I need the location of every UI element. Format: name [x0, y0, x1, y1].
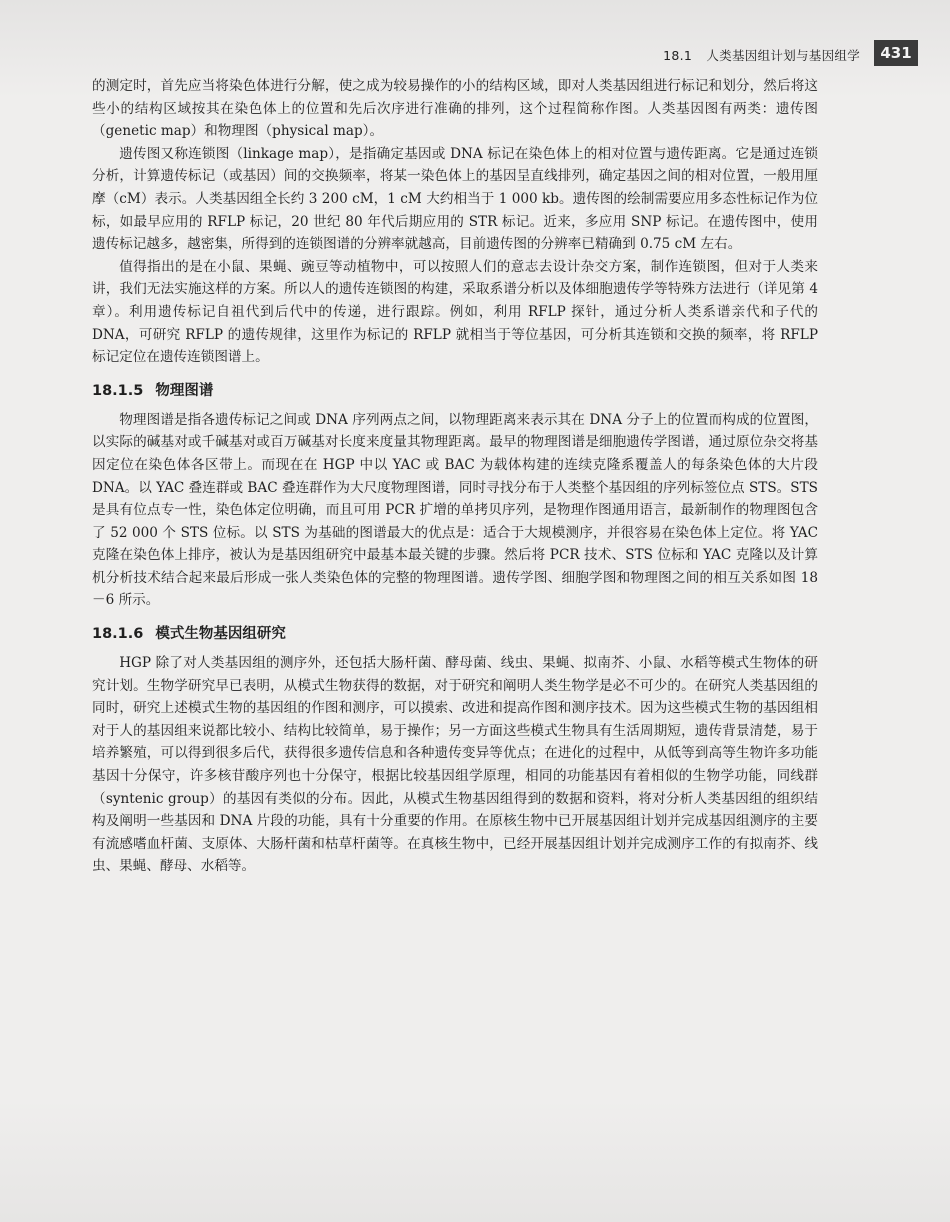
running-head-title: 人类基因组计划与基因组学 — [706, 48, 860, 63]
section-title: 物理图谱 — [155, 382, 214, 399]
page-number: 431 — [874, 40, 918, 66]
section-title: 模式生物基因组研究 — [155, 626, 286, 643]
paragraph-linkage-analysis: 值得指出的是在小鼠、果蝇、豌豆等动植物中，可以按照人们的意志去设计杂交方案，制作连锁图，但对于人类来讲，我们无法实施这样的方案。所以人的遗传连锁图的构建，采取系谱分析以及体细胞遗传学等特殊方法进行（详见第 4 章）。利用遗传标记自祖代到后代中的传递，进行跟踪。例如，利用 RFLP 探针，通过分析人类系谱亲代和子代的 DNA，可研究 RFLP 的遗传规律，这里作为标记的 RFLP 就相当于等位基因，可分析其连锁和交换的频率，将 RFLP 标记定位在遗传连锁图谱上。 — [92, 258, 818, 366]
section-heading-physical-map — [92, 379, 818, 403]
paragraph-physical-map: 物理图谱是指各遗传标记之间或 DNA 序列两点之间，以物理距离来表示其在 DNA 分子上的位置而构成的位置图，以实际的碱基对或千碱基对或百万碱基对长度来度量其物理距离。最早的物理图谱是细胞遗传学图谱，通过原位杂交将基因定位在染色体各区带上。而现在在 HGP 中以 YAC 或 BAC 为载体构建的连续克隆系覆盖人的每条染色体的大片段 DNA。以 YAC 叠连群或 BAC 叠连群作为大尺度物理图谱，同时寻找分布于人类整个基因组的序列标签位点 STS。STS 是具有位点专一性，染色体定位明确，而且可用 PCR 扩增的单拷贝序列，是物理作图通用语言，最新制作的物理图包含了 52 000 个 STS 位标。以 STS 为基础的图谱最大的优点是：适合于大规模测序，并很容易在染色体上定位。将 YAC 克隆在染色体上排序，被认为是基因组研究中最基本最关键的步骤。然后将 PCR 技术、STS 位标和 YAC 克隆以及计算机分析技术结合起来最后形成一张人类染色体的完整的物理图谱。遗传学图、细胞学图和物理图之间的相互关系如图 18－6 所示。 — [92, 411, 818, 609]
page-body — [92, 75, 818, 878]
section-number: 18.1.6 — [92, 626, 144, 643]
running-head-section: 18.1 — [663, 48, 693, 63]
section-heading-model-organisms — [92, 622, 818, 646]
paragraph-continued: 的测定时，首先应当将染色体进行分解，使之成为较易操作的小的结构区域，即对人类基因组进行标记和划分，然后将这些小的结构区域按其在染色体上的位置和先后次序进行准确的排列，这个过程简称作图。人类基因图有两类：遗传图（genetic map）和物理图（physical map）。 — [92, 78, 818, 140]
page-header — [0, 40, 950, 70]
paragraph-genetic-map: 遗传图又称连锁图（linkage map），是指确定基因或 DNA 标记在染色体上的相对位置与遗传距离。它是通过连锁分析，计算遗传标记（或基因）间的交换频率，将某一染色体上的基因呈直线排列，确定基因之间的相对位置，一般用厘摩（cM）表示。人类基因组全长约 3 200 cM，1 cM 大约相当于 1 000 kb。遗传图的绘制需要应用多态性标记作为位标，如最早应用的 RFLP 标记，20 世纪 80 年代后期应用的 STR 标记。近来，多应用 SNP 标记。在遗传图中，使用遗传标记越多，越密集，所得到的连锁图谱的分辨率就越高，目前遗传图的分辨率已精确到 0.75 cM 左右。 — [92, 145, 818, 253]
running-head — [663, 46, 860, 64]
paragraph-model-organisms: HGP 除了对人类基因组的测序外，还包括大肠杆菌、酵母菌、线虫、果蝇、拟南芥、小鼠、水稻等模式生物体的研究计划。生物学研究早已表明，从模式生物获得的数据，对于研究和阐明人类生物学是必不可少的。在研究人类基因组的同时，研究上述模式生物的基因组的作图和测序，可以摸索、改进和提高作图和测序技术。因为这些模式生物的基因组相对于人的基因组来说都比较小、结构比较简单，易于操作；另一方面这些模式生物具有生活周期短，遗传背景清楚，易于培养繁殖，可以得到很多后代，获得很多遗传信息和各种遗传变异等优点；在进化的过程中，从低等到高等生物许多功能基因十分保守，许多核苷酸序列也十分保守，根据比较基因组学原理，相同的功能基因有着相似的生物学功能，同线群（syntenic group）的基因有类似的分布。因此，从模式生物基因组得到的数据和资料，将对分析人类基因组的组织结构及阐明一些基因和 DNA 片段的功能，具有十分重要的作用。在原核生物中已开展基因组计划并完成基因组测序的主要有流感嗜血杆菌、支原体、大肠杆菌和枯草杆菌等。在真核生物中，已经开展基因组计划并完成测序工作的有拟南芥、线虫、果蝇、酵母、水稻等。 — [92, 655, 818, 875]
section-number: 18.1.5 — [92, 382, 144, 399]
